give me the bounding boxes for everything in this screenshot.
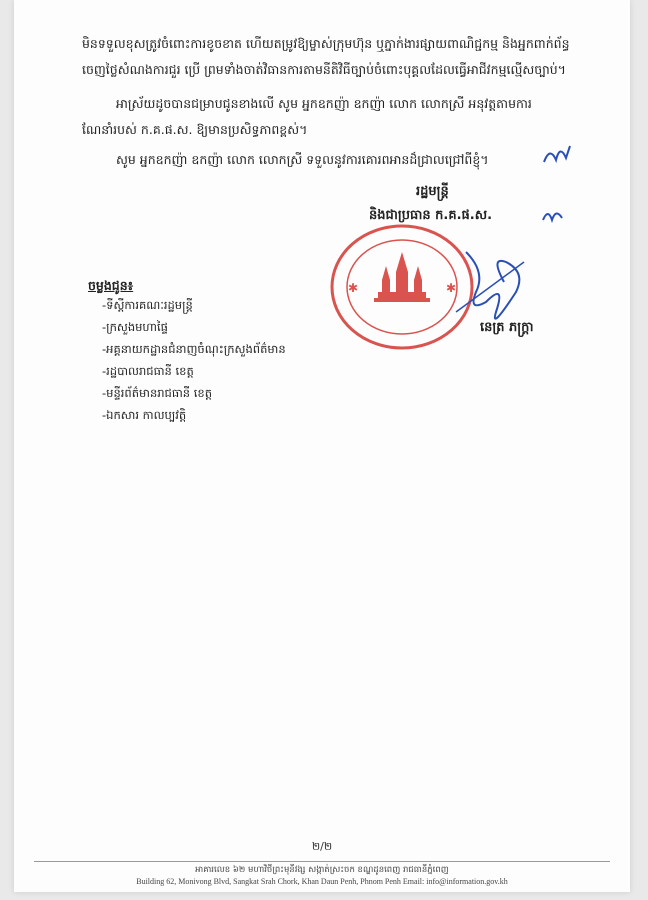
cc-item: -រដ្ឋបាលរាជធានី ខេត្ត — [102, 364, 194, 378]
signer-name: នេត្រ ភក្ត្រា — [480, 320, 534, 335]
body-line-4: ណែនាំរបស់ ក.គ.ផ.ស. ឱ្យមានប្រសិទ្ធភាពខ្ពស់។ — [82, 122, 308, 137]
svg-text:✱: ✱ — [446, 281, 457, 295]
signer-title-2: និងជាប្រធាន ក.គ.ផ.ស. — [369, 208, 493, 223]
signer-title-1: រដ្ឋមន្ត្រី — [416, 184, 449, 199]
cc-heading: ចម្លងជូន៖ — [88, 278, 134, 293]
cc-item: -មន្ទីរព័ត៌មានរាជធានី ខេត្ត — [102, 386, 213, 400]
body-line-5: សូម អ្នកឧកញ៉ា ឧកញ៉ា លោក លោកស្រី ទទួលនូវការគោរពអានដ៏ជ្រាលជ្រៅពីខ្ញុំ។ — [116, 152, 489, 167]
svg-text:✱: ✱ — [348, 281, 359, 295]
cc-item: -ទីស្តីការគណៈរដ្ឋមន្ត្រី — [102, 298, 193, 312]
footer-english-address: Building 62, Monivong Blvd, Sangkat Srah Chork, Khan Daun Penh, Phnom Penh Email: info@information.gov.kh — [136, 877, 508, 886]
cc-item: -អគ្គនាយកដ្ឋានជំនាញចំណុះក្រសួងព័ត៌មាន — [102, 342, 286, 356]
body-line-1: មិនទទួលខុសត្រូវចំពោះការខូចខាត ហើយតម្រូវឱ្យម្ចាស់ក្រុមហ៊ុន ឬភ្នាក់ងារផ្សាយពាណិជ្ជកម្ម និងអ្នកពាក់ព័ន្ធ — [82, 36, 570, 51]
document-page — [14, 0, 630, 892]
cc-item: -ឯកសារ កាលប្បវត្តិ — [102, 408, 187, 422]
initial-mark-icon — [540, 140, 580, 170]
body-line-3: អាស្រ័យដូចបានជម្រាបជូនខាងលើ សូម អ្នកឧកញ៉ា ឧកញ៉ា លោក លោកស្រី អនុវត្តតាមការ — [116, 96, 532, 111]
cc-item: -ក្រសួងមហាផ្ទៃ — [102, 320, 168, 334]
footer-divider — [34, 861, 610, 862]
body-line-2: ចេញថ្លៃសំណងការជួរ ប្រើ ព្រមទាំងចាត់វិធានការតាមនីតិវិធីច្បាប់ចំពោះបុគ្គលដែលធ្វើអាជីវកម្មល្មើសច្បាប់។ — [82, 62, 566, 77]
handwritten-mark-icon — [540, 206, 570, 226]
footer-khmer-address: អាគារលេខ ៦២ មហាវិថីព្រះមុនីវង្ស សង្កាត់ស្រះចក ខណ្ឌដូនពេញ រាជធានីភ្នំពេញ — [195, 865, 449, 875]
page-number: ២/២ — [311, 840, 333, 853]
